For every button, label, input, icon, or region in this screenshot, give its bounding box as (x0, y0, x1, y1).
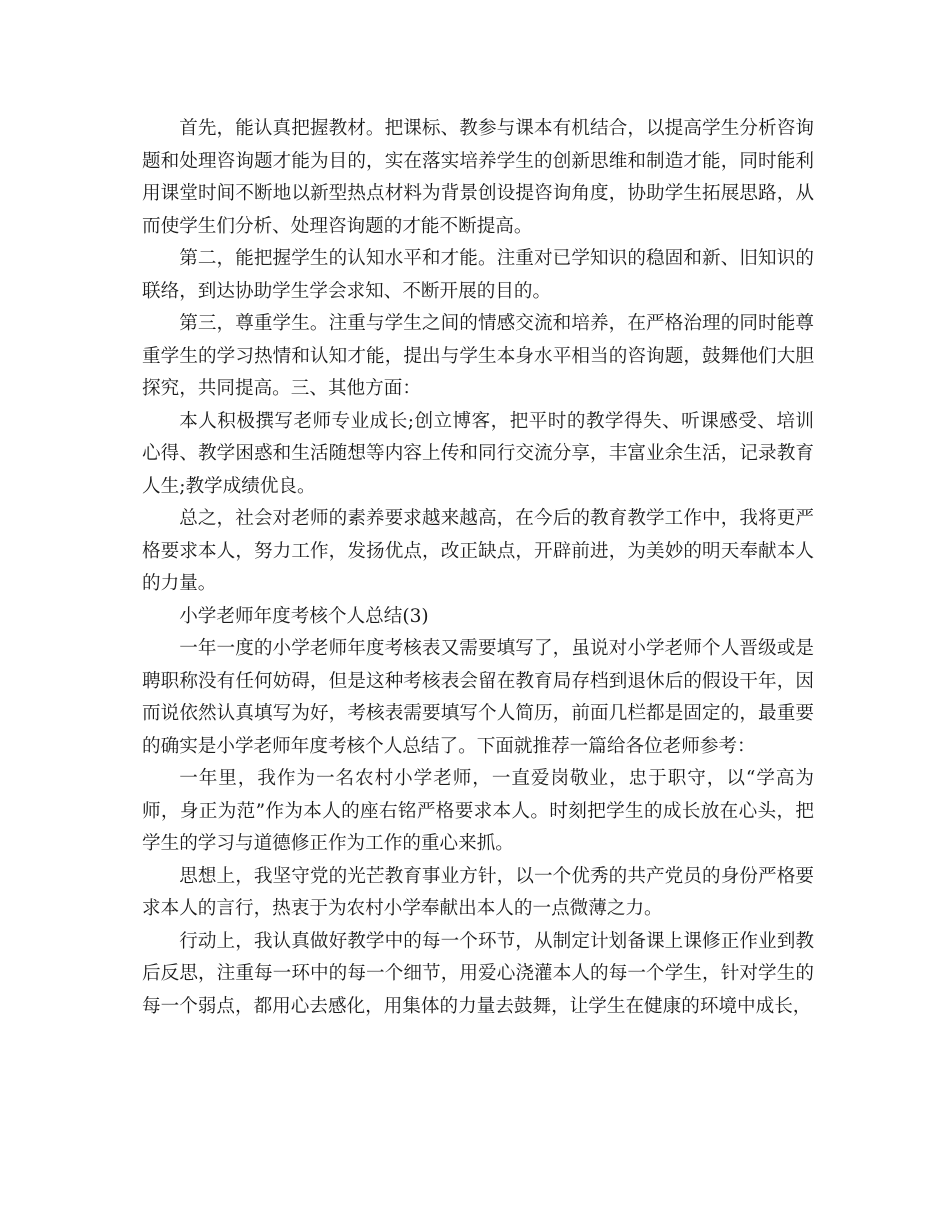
paragraph-conclusion: 总之，社会对老师的素养要求越来越高，在今后的教育教学工作中，我将更严格要求本人，努力工作，发扬优点，改正缺点，开辟前进，为美妙的明天奉献本人的力量。 (142, 508, 814, 594)
section-heading: 小学老师年度考核个人总结(3) (179, 605, 429, 627)
paragraph-dedication: 一年里，我作为一名农村小学老师，一直爱岗敬业，忠于职守，以“学高为师，身正为范”作为本人的座右铭严格要求本人。时刻把学生的成长放在心头，把学生的学习与道德修正作为工作的重心来抓。 (142, 768, 814, 854)
paragraph-professional-growth: 本人积极撰写老师专业成长;创立博客，把平时的教学得失、听课感受、培训心得、教学困惑和生活随想等内容上传和同行交流分享，丰富业余生活，记录教育人生;教学成绩优良。 (142, 410, 814, 497)
paragraph-respect-students: 第三，尊重学生。注重与学生之间的情感交流和培养，在严格治理的同时能尊重学生的学习热情和认知才能，提出与学生本身水平相当的咨询题，鼓舞他们大胆探究，共同提高。三、其他方面： (142, 313, 814, 399)
paragraph-assessment-intro: 一年一度的小学老师年度考核表又需要填写了，虽说对小学老师个人晋级或是聘职称没有任何妨碍，但是这种考核表会留在教育局存档到退休后的假设干年，因而说依然认真填写为好，考核表需要填写个人简历，前面几栏都是固定的，最重要的确实是小学老师年度考核个人总结了。下面就推荐一篇给各位老师参考： (142, 638, 814, 757)
paragraph-teaching-materials: 首先，能认真把握教材。把课标、教参与课本有机结合，以提高学生分析咨询题和处理咨询题才能为目的，实在落实培养学生的创新思维和制造才能，同时能利用课堂时间不断地以新型热点材料为背景创设提咨询角度，协助学生拓展思路，从而使学生们分析、处理咨询题的才能不断提高。 (142, 118, 814, 237)
paragraph-action: 行动上，我认真做好教学中的每一个环节，从制定计划备课上课修正作业到教后反思，注重每一环中的每一个细节，用爱心浇灌本人的每一个学生，针对学生的每一个弱点，都用心去感化，用集体的力量去鼓舞，让学生在健康的环境中成长， (142, 930, 814, 1017)
paragraph-ideology: 思想上，我坚守党的光芒教育事业方针，以一个优秀的共产党员的身份严格要求本人的言行，热衷于为农村小学奉献出本人的一点微薄之力。 (142, 865, 814, 919)
document-body (142, 113, 814, 1023)
paragraph-student-cognition: 第二，能把握学生的认知水平和才能。注重对已学知识的稳固和新、旧知识的联络，到达协助学生学会求知、不断开展的目的。 (142, 248, 814, 302)
